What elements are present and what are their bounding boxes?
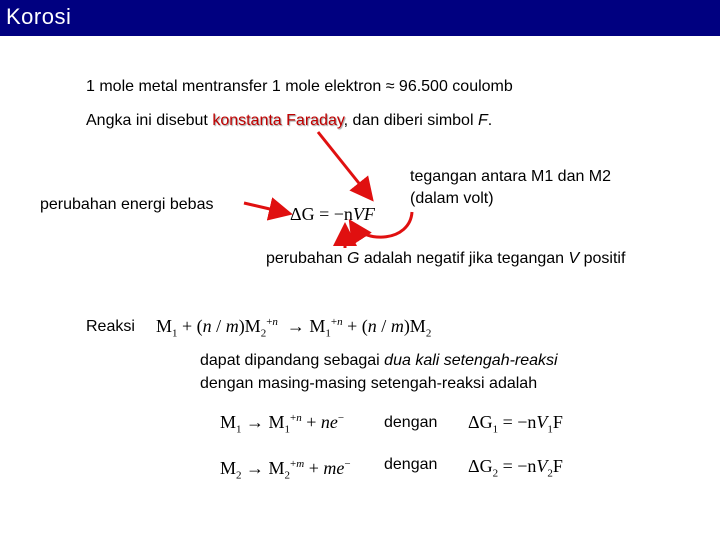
faraday-constant-line (86, 112, 492, 130)
half-reaction-2-energy: $\Delta G_2 = -nV_2F$ (468, 456, 563, 480)
half-reaction-1: $M_1 \to M_1^{+n} + ne^-$ (220, 412, 345, 436)
sign-note-v: V (568, 250, 580, 267)
equation-main-text: ΔG = −nVF (290, 204, 375, 224)
dengan-label-1: dengan (384, 414, 438, 431)
sign-note-3: positif (579, 250, 626, 267)
reaction-label: Reaksi (86, 318, 135, 335)
half-reaction-line1 (200, 352, 558, 370)
half-reaction-1-energy: $\Delta G_1 = -nV_1F$ (468, 412, 563, 436)
arrow-faraday-to-f (318, 132, 370, 197)
faraday-line: 1 mole metal mentransfer 1 mole elektron ≈ 96.500 coulomb (86, 78, 513, 95)
slide-title: Korosi (6, 4, 72, 29)
half-reaction-2: $M_2 \to M_2^{+m} + me^-$ (220, 458, 351, 482)
line2-mid: , dan diberi simbol (343, 112, 478, 129)
faraday-term: konstanta Faraday (212, 112, 344, 129)
half-line1-text: dapat dipandang sebagai (200, 352, 385, 369)
free-energy-equation (290, 204, 375, 225)
line2-pre: Angka ini disebut (86, 112, 213, 129)
title-bar (0, 0, 720, 36)
half-reaction-line2: dengan masing-masing setengah-reaksi adalah (200, 375, 538, 392)
sign-note (266, 250, 625, 268)
arrow-energy-to-dg (244, 203, 287, 213)
sign-note-1: perubahan (266, 250, 347, 267)
sign-note-2: adalah negatif jika tegangan (359, 250, 569, 267)
half-line1-emph: dua kali setengah-reaksi (384, 352, 558, 369)
line2-end: . (487, 112, 493, 129)
voltage-label-line2: (dalam volt) (410, 190, 494, 207)
dengan-label-2: dengan (384, 456, 438, 473)
sign-note-g: G (346, 250, 360, 267)
free-energy-label: perubahan energi bebas (40, 196, 214, 213)
faraday-symbol: F (477, 112, 488, 129)
voltage-label-line1: tegangan antara M1 dan M2 (410, 168, 612, 185)
reaction-equation: $M_1 + (n / m)M_2^{+n} \to M_1^{+n} + (n / m)M_2$ (156, 316, 432, 340)
